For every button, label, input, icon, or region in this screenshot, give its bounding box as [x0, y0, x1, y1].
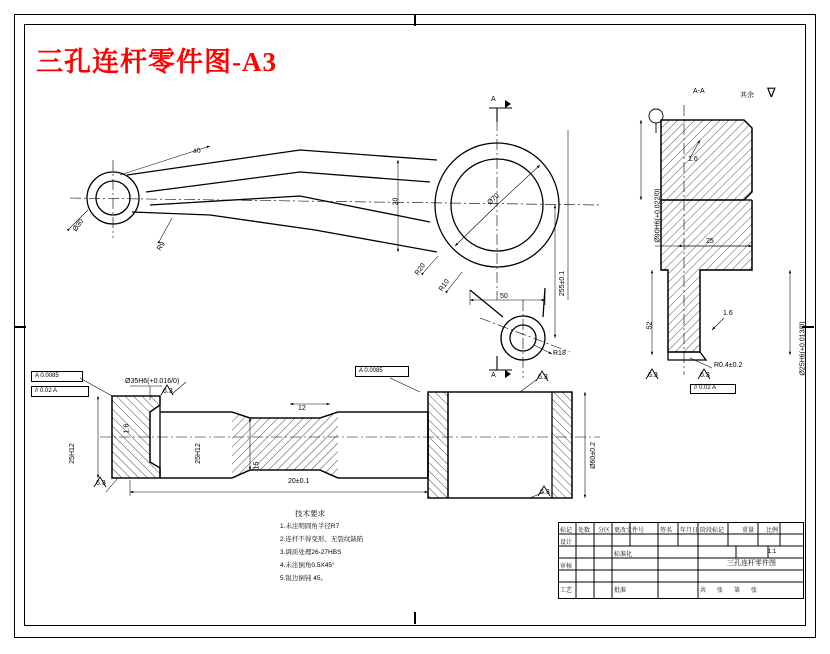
dim-20pm01: 20±0.1 — [288, 478, 310, 485]
dim-d70: Ø70 — [486, 192, 501, 207]
roughness-1-6-b1: 1.6 — [123, 423, 131, 434]
dim-25h12-left: 25H12 — [68, 443, 76, 464]
roughness-6-3-r2: 6.3 — [700, 372, 710, 379]
roughness-symbol-b3 — [535, 370, 549, 382]
dim-50: 50 — [500, 293, 508, 300]
gdt-pos-mid-text: A 0.0085 — [359, 368, 383, 374]
tb-part-name: 三孔连杆零件图 — [727, 560, 776, 567]
roughness-symbol-r2 — [697, 368, 711, 380]
tb-row-approve: 批准 — [614, 588, 627, 594]
tb-sheet-3: 第 — [734, 588, 741, 594]
roughness-symbol-r1 — [645, 368, 659, 380]
dim-r04: R0.4±0.2 — [714, 362, 743, 369]
tb-col-zone: 分区 — [598, 528, 611, 534]
tech-req-item-2: 2.连杆不得变形、无裂纹缺陷 — [280, 536, 364, 543]
tb-col-changedoc: 更改文件号 — [614, 528, 645, 534]
dim-d60: Ø60±0.2 — [589, 442, 597, 469]
dim-d25h6: Ø25H6(+0.013/0) — [799, 321, 807, 376]
tb-row-standard: 标准化 — [614, 552, 633, 558]
gdt-perp-right-text: // 0.02 A — [694, 385, 717, 391]
dim-12: 12 — [298, 405, 306, 412]
roughness-1-6-a: 1.6 — [688, 156, 698, 163]
tech-req-heading: 技术要求 — [295, 509, 325, 518]
dim-d90h6: Ø90H6(+0.022/0) — [654, 188, 662, 243]
tb-row-design: 设计 — [560, 540, 573, 546]
dim-25h12-mid: 25H12 — [194, 443, 202, 464]
tb-col-scale: 比例 — [766, 528, 779, 534]
dim-20: 20 — [392, 197, 400, 206]
tb-sheet-4: 张 — [751, 588, 758, 594]
tb-col-weight: 重量 — [742, 528, 755, 534]
dim-15: 15 — [253, 461, 261, 470]
dim-d30: Ø30 — [71, 218, 86, 233]
roughness-6-3-b3: 6.3 — [538, 374, 548, 381]
dim-52: 52 — [646, 321, 654, 330]
gdt-perp-left-text: // 0.02 A — [35, 388, 58, 394]
tech-req-item-5: 5.锐边倒钝 45。 — [280, 575, 327, 582]
tb-col-stage: 阶段标记 — [700, 528, 725, 534]
dim-25: 25 — [706, 238, 714, 245]
dim-40: 40 — [192, 147, 202, 156]
tb-col-sign: 签名 — [660, 528, 673, 534]
tech-req-item-1: 1.未注明圆角半径R7 — [280, 523, 340, 530]
dim-r18: R18 — [553, 350, 566, 357]
tb-col-mark: 标记 — [560, 528, 573, 534]
label-other-surfaces: 其余 — [740, 92, 754, 99]
roughness-6-3-r1: 6.3 — [648, 372, 658, 379]
roughness-symbol-b2 — [93, 476, 107, 488]
tb-col-qty: 处数 — [578, 528, 591, 534]
dim-r9: R9 — [156, 240, 167, 253]
tb-row-check: 审核 — [560, 564, 573, 570]
tb-scale-value: 1:1 — [768, 549, 777, 555]
roughness-1-6-b: 1.6 — [723, 310, 733, 317]
tech-req-item-4: 4.未注倒角0.5X45° — [280, 562, 335, 569]
roughness-6-3-b1: 6.3 — [163, 388, 173, 395]
roughness-symbol-b4 — [537, 485, 551, 497]
label-section-aa: A-A — [693, 88, 705, 95]
section-mark-a-bottom: A — [491, 372, 496, 379]
section-mark-a-top: A — [491, 96, 496, 103]
tech-req-item-3: 3.调质处理26-27HBS — [280, 549, 342, 556]
dim-r20: R20 — [413, 262, 427, 277]
dim-r10: R10 — [437, 278, 451, 293]
dim-d35h6: Ø35H6(+0.016/0) — [125, 378, 180, 385]
gdt-pos-left-text: A 0.0085 — [35, 373, 59, 379]
roughness-6-3-b2: 6.3 — [96, 480, 106, 487]
tb-col-date: 年月日 — [680, 528, 699, 534]
roughness-symbol-b1 — [160, 384, 174, 396]
roughness-6-3-b4: 6.3 — [540, 489, 550, 496]
surface-symbol-global: ∇ — [767, 85, 776, 100]
dim-255: 255±0.1 — [559, 270, 567, 297]
tb-sheet-2: 张 — [717, 588, 724, 594]
page-title: 三孔连杆零件图-A3 — [36, 47, 277, 77]
tb-row-process: 工艺 — [560, 588, 573, 594]
tb-sheet-1: 共 — [700, 588, 707, 594]
